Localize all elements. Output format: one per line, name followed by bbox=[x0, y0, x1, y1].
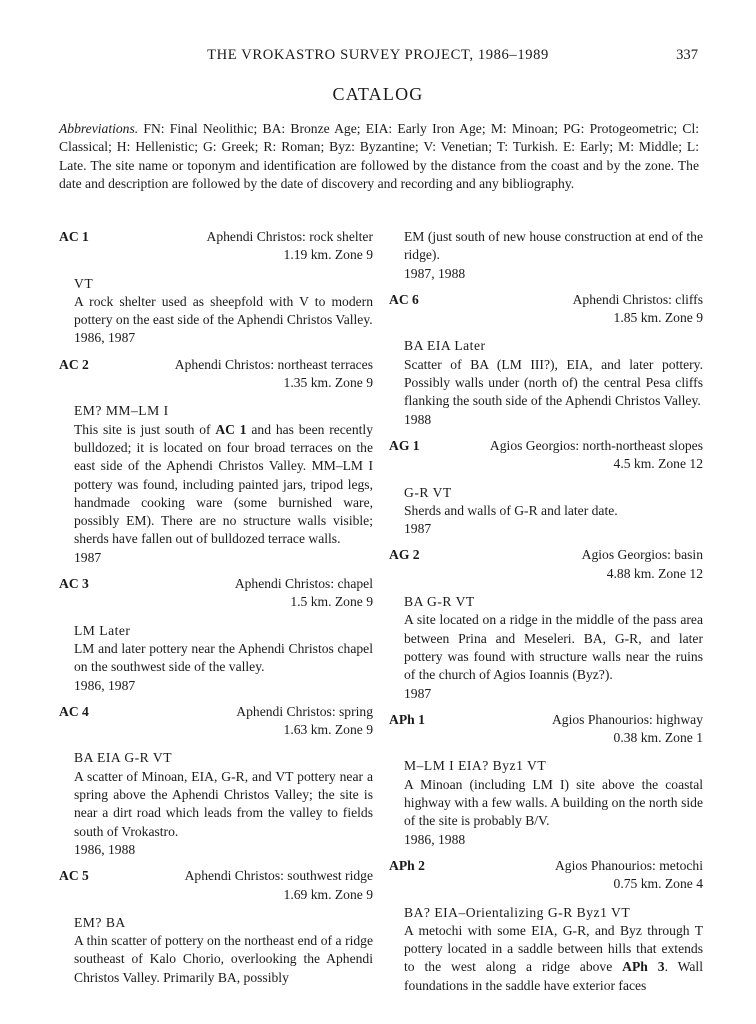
abbreviations-label: Abbreviations. bbox=[59, 121, 139, 136]
entry-dates: M–LM I EIA? Byz1 VT bbox=[404, 758, 547, 774]
left-column bbox=[59, 228, 373, 995]
entry-place: Agios Phanourios: highway bbox=[551, 711, 703, 727]
abbreviations-text: FN: Final Neolithic; BA: Bronze Age; EIA: Early Iron Age; M: Minoan; PG: Protogeometric; Cl: Classical; H: Hellenistic; G: Greek; R: Roman; Byz: Byzantine; V: Venetian; T: Turkish. E: Early; M: Middle; L: Late. The site name or toponym and identification are followed by the distance from the coast and by the zone. The date and description are followed by the date of discovery and recording and any bibliography. bbox=[59, 121, 699, 191]
entry-description-continued: EM (just south of new house construction at end of the ridge). bbox=[404, 229, 703, 263]
entry-description bbox=[389, 922, 703, 995]
catalog-entry-aph1 bbox=[389, 711, 703, 849]
entry-dates: VT bbox=[74, 275, 94, 291]
catalog-entry-ac5 bbox=[59, 867, 373, 987]
entry-dates: BA EIA G-R VT bbox=[74, 750, 173, 766]
entry-distance: 1.63 km. Zone 9 bbox=[283, 722, 373, 738]
right-column bbox=[389, 228, 703, 1003]
entry-description: A rock shelter used as sheepfold with V to modern pottery on the east side of the Aphendi Christos Valley. bbox=[74, 293, 373, 328]
catalog-entry-ac2 bbox=[59, 356, 373, 567]
catalog-entry-ac4 bbox=[59, 703, 373, 859]
entry-header bbox=[389, 291, 703, 328]
entry-description: A Minoan (including LM I) site above the coastal highway with a few walls. A building on the north side of the site is probably B/V. bbox=[404, 776, 703, 829]
entry-year: 1986, 1987 bbox=[74, 677, 136, 693]
running-head: THE VROKASTRO SURVEY PROJECT, 1986–1989 bbox=[207, 47, 549, 63]
entry-dates: BA G-R VT bbox=[404, 594, 475, 610]
entry-header bbox=[59, 575, 373, 612]
entry-code: AC 3 bbox=[59, 576, 89, 592]
entry-description: A scatter of Minoan, EIA, G-R, and VT pottery near a spring above the Aphendi Christos Valley; the site is near a dirt road which leads from the valley to fields south of Vrokastro. bbox=[74, 768, 373, 839]
entry-code: AC 6 bbox=[389, 291, 419, 307]
description-text: and has been recently bulldozed; it is located on four broad terraces on the east side of the Aphendi Christos Valley. MM–LM I pottery was found, including painted jars, tripod legs, handmade cooking ware (some burnished ware, possibly EM). There are no structure walls visible; sherds have fallen out of bulldozed terrace walls. bbox=[74, 421, 373, 547]
entry-place: Agios Georgios: basin bbox=[581, 547, 703, 563]
entry-year: 1987 bbox=[404, 521, 432, 537]
entry-dates: LM Later bbox=[74, 622, 131, 638]
entry-description bbox=[59, 421, 373, 549]
entry-code: APh 1 bbox=[389, 711, 425, 727]
entry-code: AC 2 bbox=[59, 356, 89, 372]
catalog-entry-ac3 bbox=[59, 575, 373, 695]
cross-reference-aph3: APh 3 bbox=[622, 959, 665, 975]
entry-code: AC 1 bbox=[59, 229, 89, 244]
catalog-entry-ac1 bbox=[59, 228, 373, 348]
entry-place: Aphendi Christos: southwest ridge bbox=[184, 868, 373, 884]
entry-place: Aphendi Christos: chapel bbox=[234, 576, 373, 592]
entry-year: 1986, 1988 bbox=[74, 841, 136, 857]
entry-header bbox=[389, 711, 703, 748]
entry-year: 1988 bbox=[404, 411, 432, 427]
entry-header bbox=[59, 228, 373, 265]
description-text: This site is just south of bbox=[74, 421, 216, 437]
entry-dates: EM? BA bbox=[74, 914, 126, 930]
catalog-entry-aph2 bbox=[389, 857, 703, 995]
entry-code: AG 1 bbox=[389, 437, 420, 453]
entry-place: Aphendi Christos: cliffs bbox=[572, 291, 703, 307]
entry-distance: 1.85 km. Zone 9 bbox=[613, 310, 703, 326]
entry-distance: 0.38 km. Zone 1 bbox=[613, 730, 703, 746]
entry-header bbox=[389, 437, 703, 474]
entry-year: 1986, 1987 bbox=[74, 330, 136, 346]
entry-place: Agios Phanourios: metochi bbox=[554, 857, 703, 873]
entry-distance: 1.19 km. Zone 9 bbox=[283, 247, 373, 263]
entry-description: Sherds and walls of G-R and later date. bbox=[404, 502, 618, 518]
catalog-title: CATALOG bbox=[332, 84, 424, 104]
entry-header bbox=[59, 867, 373, 904]
entry-place: Aphendi Christos: spring bbox=[236, 703, 373, 719]
entry-year: 1987, 1988 bbox=[404, 265, 466, 281]
entry-distance: 1.5 km. Zone 9 bbox=[290, 594, 373, 610]
catalog-entry-ag1 bbox=[389, 437, 703, 538]
entry-code: AC 4 bbox=[59, 703, 89, 719]
entry-dates: BA EIA Later bbox=[404, 338, 486, 354]
entry-code: AG 2 bbox=[389, 547, 420, 563]
entry-place: Aphendi Christos: northeast terraces bbox=[174, 356, 373, 372]
entry-header bbox=[59, 356, 373, 393]
entry-year: 1987 bbox=[404, 685, 432, 701]
entry-header bbox=[389, 857, 703, 894]
page-number: 337 bbox=[676, 47, 698, 63]
description-text: . Wall foundations in the saddle have exterior faces bbox=[404, 959, 703, 993]
entry-header bbox=[389, 546, 703, 583]
entry-description: LM and later pottery near the Aphendi Christos chapel on the southwest side of the valley. bbox=[74, 640, 373, 675]
cross-reference-ac1: AC 1 bbox=[215, 421, 247, 437]
entry-year: 1986, 1988 bbox=[404, 831, 466, 847]
entry-description: A site located on a ridge in the middle of the pass area between Prina and Meseleri. BA, G-R, and later pottery was found with structure walls near the ruins of the church of Agios Ioannis (Byz?). bbox=[404, 612, 703, 683]
entry-distance: 0.75 km. Zone 4 bbox=[613, 876, 703, 892]
entry-description: Scatter of BA (LM III?), EIA, and later pottery. Possibly walls under (north of) the central Pesa cliffs flanking the south side of the Aphendi Christos Valley. bbox=[404, 356, 703, 409]
entry-dates: G-R VT bbox=[404, 484, 452, 500]
catalog-entry-ag2 bbox=[389, 546, 703, 702]
entry-code: AC 5 bbox=[59, 868, 89, 884]
entry-year: 1987 bbox=[74, 549, 102, 565]
entry-place: Aphendi Christos: rock shelter bbox=[206, 229, 373, 244]
entry-header bbox=[59, 703, 373, 740]
abbreviations-paragraph bbox=[59, 120, 699, 193]
catalog-entry-ac5-continued bbox=[389, 228, 703, 283]
catalog-entry-ac6 bbox=[389, 291, 703, 429]
entry-distance: 4.88 km. Zone 12 bbox=[606, 565, 703, 581]
description-text: A metochi with some EIA, G-R, and Byz through T pottery located in a saddle between hills that extends to the west along a ridge above bbox=[404, 922, 703, 975]
entry-dates: BA? EIA–Orientalizing G-R Byz1 VT bbox=[404, 904, 631, 920]
entry-place: Agios Georgios: north-northeast slopes bbox=[489, 437, 703, 453]
entry-distance: 1.69 km. Zone 9 bbox=[283, 886, 373, 902]
entry-dates: EM? MM–LM I bbox=[74, 403, 169, 419]
entry-distance: 1.35 km. Zone 9 bbox=[283, 375, 373, 391]
entry-code: APh 2 bbox=[389, 857, 425, 873]
entry-distance: 4.5 km. Zone 12 bbox=[613, 456, 703, 472]
entry-description: A thin scatter of pottery on the northeast end of a ridge southeast of Kalo Chorio, overlooking the Aphendi Christos Valley. Primarily BA, possibly bbox=[74, 933, 373, 985]
